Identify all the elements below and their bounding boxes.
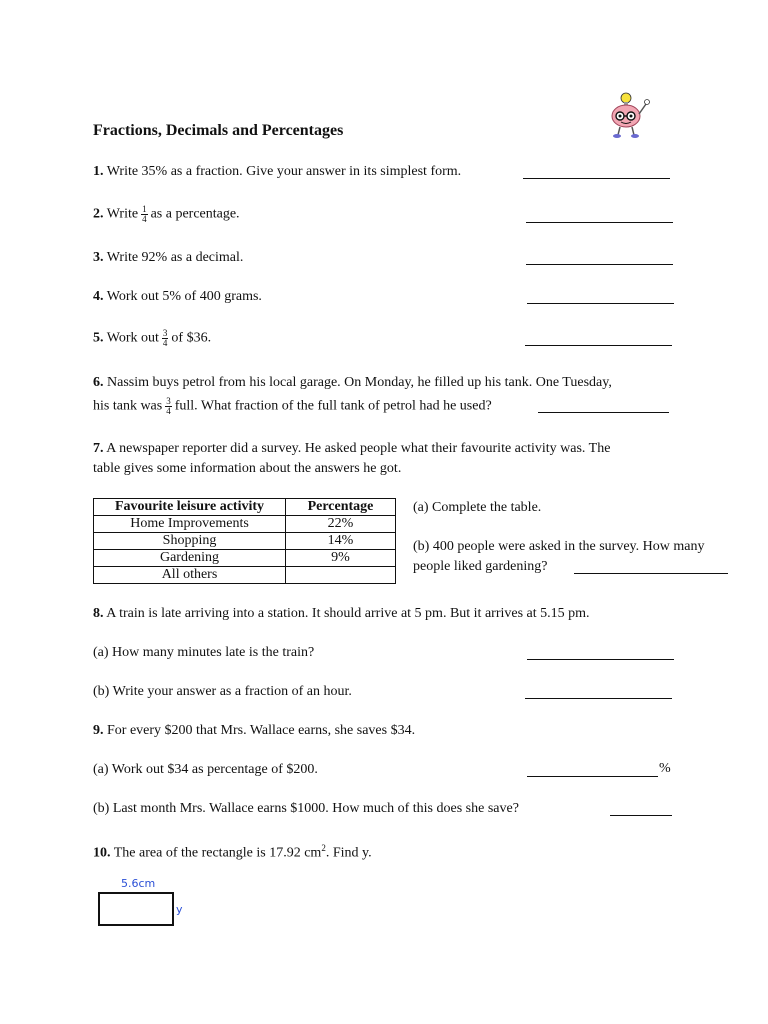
question-2: 2. Write $\frac{1}{4}$ as a percentage. bbox=[93, 204, 240, 224]
question-7-line-2: table gives some information about the answers he got. bbox=[93, 461, 402, 476]
question-5: 5. Work out $\frac{3}{4}$ of $36. bbox=[93, 328, 212, 348]
question-1: 1. Write 35% as a fraction. Give your answer in its simplest form. bbox=[93, 164, 462, 179]
table-cell: Home Improvements bbox=[94, 516, 286, 533]
question-10: 10. The area of the rectangle is 17.92 $cm^2$. Find y. bbox=[93, 843, 372, 861]
answer-line-8a[interactable] bbox=[527, 659, 674, 660]
page-title: Fractions, Decimals and Percentages bbox=[93, 122, 344, 139]
table-row bbox=[94, 533, 396, 550]
question-8a: (a) How many minutes late is the train? bbox=[93, 645, 315, 660]
answer-line-2[interactable] bbox=[526, 222, 673, 223]
question-4: 4. Work out 5% of 400 grams. bbox=[93, 289, 262, 304]
table-header: Favourite leisure activity bbox=[94, 499, 286, 516]
answer-line-9a[interactable] bbox=[527, 776, 658, 777]
table-row bbox=[94, 550, 396, 567]
brain-mascot-icon bbox=[606, 90, 652, 138]
question-3: 3. Write 92% as a decimal. bbox=[93, 250, 244, 265]
answer-line-6[interactable] bbox=[538, 412, 669, 413]
question-7b-line-2: people liked gardening? bbox=[413, 559, 548, 574]
table-cell: 22% bbox=[286, 516, 396, 533]
question-6-line-2: his tank was $\frac{3}{4}$ full. What fraction of the full tank of petrol had he used? bbox=[93, 396, 492, 416]
answer-line-4[interactable] bbox=[527, 303, 674, 304]
question-9: 9. For every $200 that Mrs. Wallace earns, she saves $34. bbox=[93, 723, 416, 738]
rectangle-width-label: 5.6cm bbox=[121, 877, 156, 890]
table-cell-blank-answer[interactable] bbox=[286, 567, 396, 584]
answer-line-7b[interactable] bbox=[574, 573, 728, 574]
table-cell: 9% bbox=[286, 550, 396, 567]
question-7-line-1: 7. A newspaper reporter did a survey. He asked people what their favourite activity was. The bbox=[93, 441, 611, 456]
question-8: 8. A train is late arriving into a station. It should arrive at 5 pm. But it arrives at 5.15 pm. bbox=[93, 606, 590, 621]
answer-line-5[interactable] bbox=[525, 345, 672, 346]
table-header-row bbox=[94, 499, 396, 516]
question-8b: (b) Write your answer as a fraction of an hour. bbox=[93, 684, 352, 699]
question-6-line-1: 6. Nassim buys petrol from his local garage. On Monday, he filled up his tank. One Tuesday, bbox=[93, 375, 612, 390]
table-cell: All others bbox=[94, 567, 286, 584]
fraction: $\frac{3}{4}$ bbox=[166, 396, 171, 416]
fraction: $\frac{3}{4}$ bbox=[162, 328, 168, 348]
answer-line-8b[interactable] bbox=[525, 698, 672, 699]
table-cell: Shopping bbox=[94, 533, 286, 550]
rectangle-diagram bbox=[98, 892, 174, 926]
question-9b: (b) Last month Mrs. Wallace earns $1000. How much of this does she save? bbox=[93, 801, 519, 816]
answer-line-1[interactable] bbox=[523, 178, 670, 179]
table-row bbox=[94, 516, 396, 533]
survey-table bbox=[93, 498, 396, 584]
table-cell: Gardening bbox=[94, 550, 286, 567]
rectangle-height-label: y bbox=[176, 903, 183, 916]
percent-sign: % bbox=[659, 761, 671, 776]
question-9a: (a) Work out $34 as percentage of $200. bbox=[93, 762, 318, 777]
answer-line-9b[interactable] bbox=[610, 815, 672, 816]
table-header: Percentage bbox=[286, 499, 396, 516]
answer-line-3[interactable] bbox=[526, 264, 673, 265]
question-7b-line-1: (b) 400 people were asked in the survey. How many bbox=[413, 539, 705, 554]
question-7a: (a) Complete the table. bbox=[413, 500, 542, 515]
table-row bbox=[94, 567, 396, 584]
fraction: $\frac{1}{4}$ bbox=[142, 204, 147, 224]
table-cell: 14% bbox=[286, 533, 396, 550]
